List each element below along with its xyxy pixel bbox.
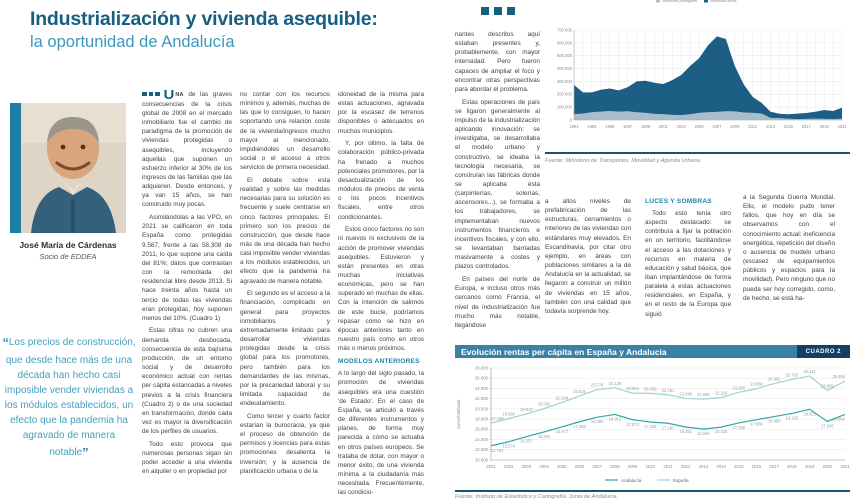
svg-text:18.906: 18.906 [832,416,845,422]
svg-text:2015: 2015 [783,124,793,129]
svg-text:2019: 2019 [819,124,829,129]
svg-text:2011: 2011 [748,124,758,129]
svg-text:200.000: 200.000 [556,91,572,97]
svg-text:2009: 2009 [730,124,740,129]
svg-text:700.000: 700.000 [556,27,572,33]
body-paragraph: Estas cifras no cubren una demanda desbocada, consecuencia de esta bajísima producción, de un entorno social y de desarrollo económico actual con rentas per cápita estancadas a niveles previos a la crisis financiera (Cuadro 2) o de una sociedad en transformación, donde cada vez es mayor la diversificación de los perfiles de usuarios. [142,327,232,436]
chart-legend [656,0,737,3]
svg-text:23.609: 23.609 [821,383,834,389]
svg-text:100.000: 100.000 [556,104,572,110]
svg-text:22.228: 22.228 [714,390,728,396]
text-column-2 [240,90,330,500]
text-column-5 [545,197,631,342]
svg-text:17.889: 17.889 [750,421,763,427]
section-marker-icon [455,7,540,15]
svg-text:16.000: 16.000 [474,426,488,432]
svg-text:2005: 2005 [557,464,567,469]
svg-text:18.382: 18.382 [590,419,604,425]
body-paragraph: A lo largo del siglo pasado, la promoción de viviendas asequibles era una cuestión 'de Estado'. En el caso de España, se articuló a través de diferentes instrumentos y planes, de forma muy parecida a cómo se actuaba en otros países europeos. Se trataba de dotar, con mayor o menor éxito, de una vivienda mínima a la ciudadanía más necesitada. Frecuentemente, las condicio- [338,370,424,497]
svg-text:2002: 2002 [503,464,514,469]
data-labels [491,369,846,453]
svg-text:22.046: 22.046 [679,391,692,397]
x-axis-labels [486,464,850,469]
svg-text:18.096: 18.096 [502,411,515,417]
body-paragraph: El debate sobre esta realidad y sobre las medidas necesarias para su solución es frecuente y suele centrarse en cinco factores principales. El primero son los precios de construcción, que desde hace más de una década han hecho casi imposible vender viviendas a los módulos establecidos, un efecto que la pandemia ha agravado de manera notable. [240,176,330,285]
chart2-divider [455,490,850,492]
body-paragraph: Estos cinco factores no son ni nuevos ni exclusivos de la acción de promover viviendas asequibles. Estuvieron y están presentes en otras muchas iniciativas económicas, pero se han superado en muchas de ellas. Con la intención de salirnos de este bucle, podríamos repasar cómo se hizo en épocas anteriores tanto en nuestro país como en otros más o menos próximos. [338,226,424,353]
body-paragraph: Estas operaciones de país se ligaron generalmente al impulso de la industrialización aplicando innovación: se investigaba, se desarrollaba el modelo urbano y constructivo, se ideaba la tecnología necesaria, se construían las fábricas donde se aplicaba ésta (carpinterías, solerías, ascensores...), se formaba a los trabajadores, se implementaban nuevos instrumentos financieros e incentivos fiscales, y con ello, se levantaban barriadas masivamente a costes y plazos controlados. [455,98,540,271]
svg-text:28.000: 28.000 [474,365,488,371]
svg-text:2005: 2005 [694,124,704,129]
svg-text:2004: 2004 [539,464,549,469]
svg-text:24.962: 24.962 [767,376,781,382]
svg-text:22.761: 22.761 [661,387,675,393]
y-axis-labels [557,27,573,122]
chart2-badge: CUADRO 2 [797,345,850,358]
page-title: Industrialización y vivienda asequible: [30,8,378,30]
text-column-4 [455,30,540,342]
svg-text:17.545: 17.545 [821,423,834,429]
section-heading: LUCES Y SOMBRAS [645,198,712,205]
svg-text:17.873: 17.873 [626,421,639,427]
svg-text:10.000: 10.000 [474,457,488,463]
svg-text:2006: 2006 [574,464,585,469]
svg-text:25.456: 25.456 [832,374,845,380]
body-paragraph: Todo esto tenía otro aspecto destacado: se contribuía a fijar la población en un territorio, facilitándose el acceso a las dotaciones y recursos en materia de educación y salud básica, que iban implantándose de forma paralela a estas actuaciones residenciales, en España, y en el resto de la Europa que siguió [645,209,731,318]
svg-text:26.441: 26.441 [803,368,816,374]
svg-text:16.461: 16.461 [679,428,692,434]
svg-text:23.960: 23.960 [750,381,763,387]
housing-chart-container [536,0,850,136]
svg-text:2017: 2017 [801,124,811,129]
svg-text:2018: 2018 [787,464,797,469]
svg-text:2011: 2011 [663,464,673,469]
svg-text:26.000: 26.000 [474,375,488,381]
close-quote-icon: ” [82,444,89,460]
pull-quote-text: Los precios de construcción, que desde hace más de una década han hecho casi imposible vender viviendas a los módulos establecidos, un efecto que la pandemia ha agravado de manera notable [4,337,136,458]
svg-text:2003: 2003 [521,464,532,469]
chart1-source: Fuente: Ministerio de Transportes, Movilidad y Agenda Urbana. [545,158,702,164]
section-heading: MODELOS ANTERIORES [338,358,420,366]
svg-text:12.000: 12.000 [474,447,488,453]
svg-text:2020: 2020 [822,464,833,469]
svg-text:2017: 2017 [769,464,779,469]
svg-text:22.525: 22.525 [573,388,586,394]
svg-text:España: España [673,478,689,483]
text-column-7 [743,193,835,342]
y-axis-title: euros/habitante [456,399,461,429]
svg-text:2008: 2008 [610,464,620,469]
svg-text:22.000: 22.000 [474,396,488,402]
body-paragraph: a altos niveles de prefabricación de las estructuras, cerramientos o interiores de las viviendas con estándares muy elevados. En Escandinavia, por citar otro ejemplo, en áreas con poblaciones similares a la de Andalucía en la actualidad, se llegaron a construir un millón de viviendas en 15 años, también con una calidad que todavía sorprende hoy. [545,198,631,315]
svg-text:2014: 2014 [716,464,726,469]
body-paragraph: nantes descritos aquí estaban presentes y, probablemente, con mayor intensidad. Pero fueron capaces de ampliar el foco y encontrar otras perspectivas para abordar el problema. [455,31,540,93]
svg-text:Viviendas libres: Viviendas libres [710,0,737,3]
svg-text:2010: 2010 [645,464,656,469]
svg-text:2007: 2007 [592,464,602,469]
svg-text:2009: 2009 [627,464,638,469]
svg-text:Andalucía: Andalucía [621,478,642,483]
svg-text:20.000: 20.000 [474,406,488,412]
svg-text:13.574: 13.574 [502,443,515,449]
svg-text:2001: 2001 [658,124,668,129]
svg-text:12.784: 12.784 [491,447,504,453]
svg-text:2021: 2021 [837,124,847,129]
housing-area-chart [536,0,850,136]
svg-text:23.062: 23.062 [626,386,639,392]
svg-text:21.906: 21.906 [697,392,710,398]
svg-text:19.013: 19.013 [520,406,533,412]
svg-text:23.038: 23.038 [644,386,657,392]
y-axis-labels [475,365,489,462]
svg-text:1995: 1995 [605,124,615,129]
text-column-3 [338,90,424,500]
svg-text:2013: 2013 [698,464,709,469]
svg-text:19.105: 19.105 [785,415,799,421]
svg-text:25.763: 25.763 [785,372,799,378]
text-column-1 [142,90,232,500]
svg-text:16.040: 16.040 [697,431,710,437]
svg-text:23.250: 23.250 [732,385,746,391]
body-paragraph: a la Segunda Guerra Mundial. Ello, el modelo pudo tener fallos, que hoy en día se observamos con el conocimiento actual: ineficiencia energética, repetición del diseño o ausencia de modelo urbano (escasez de equipamientos públicos y espacios para la movilidad). Pero ninguno que no pueda ser hoy corregido, como, de hecho, se está ha- [743,194,835,302]
svg-text:2019: 2019 [804,464,815,469]
chart2-header [455,345,850,358]
body-paragraph: Como tercer y cuarto factor estarían la burocracia, ya que el proceso de obtención de permisos y licencias para estas promociones desalienta la inversión; y la ausencia de planificación urbana o de la [240,412,330,475]
body-paragraph: Asimilándolas a las VPO, en 2021 se calificaron en toda España como protegidas 9.567, frente a las 58.308 de 2011, lo que supone una caída del 81%; datos que contrastan con la remontada del residencial libre desde 2013. Si hace treinta años hasta un tercio de todas las viviendas eran protegidas, hoy suponen menos del 10%. (Cuadro 1) [142,214,232,322]
svg-text:17.434: 17.434 [644,424,657,430]
svg-text:Viviendas protegidas: Viviendas protegidas [662,0,698,3]
chart-legend [605,478,689,483]
chart-series [574,36,842,120]
svg-text:600.000: 600.000 [556,40,572,46]
svg-text:2007: 2007 [712,124,722,129]
lead-marker-icon [142,91,162,98]
svg-text:300.000: 300.000 [556,78,572,84]
svg-text:16.436: 16.436 [714,429,728,435]
body-paragraph: Y, por último, la falta de colaboración público-privada ha frenado a muchos potenciales promotores, por la desactualización de los módulos de precios de venta o los pocos incentivos fiscales, entre otros condicionantes. [338,140,424,221]
body-paragraph: idoneidad de la misma para estas actuaciones, agravada por la escasez de terrenos disponibles o adecuados en muchos municipios. [338,91,424,135]
svg-text:2013: 2013 [765,124,776,129]
svg-text:18.913: 18.913 [608,416,622,422]
svg-text:2021: 2021 [840,464,850,469]
author-role: Socio de EDDEA [39,252,97,261]
x-axis-labels [569,124,847,129]
body-paragraph: El segundo es el acceso a la financiación, complicado en general para proyectos inmobiliarios y extremadamente limitado para desarrollar viviendas protegidas desde la crisis global para los promotores, pero también para los demandantes de las mismas, por la precariedad laboral y su limitada capacidad de endeudamiento. [240,290,330,408]
svg-text:17.249: 17.249 [732,424,746,430]
chart2-source: Fuente: Instituto de Estadística y Cartografía. Junta de Andalucía. [455,494,619,500]
svg-text:2012: 2012 [680,464,691,469]
svg-text:18.494: 18.494 [767,418,781,424]
svg-text:24.129: 24.129 [608,380,622,386]
photo-accent-band [10,103,21,233]
page-subtitle: la oportunidad de Andalucía [30,33,235,51]
text-column-6 [645,193,731,342]
income-chart-container [455,358,850,490]
income-line-chart [455,358,850,490]
svg-text:400.000: 400.000 [556,65,572,71]
svg-text:2015: 2015 [734,464,744,469]
svg-text:17.483: 17.483 [573,423,586,429]
svg-text:24.000: 24.000 [474,385,488,391]
svg-text:1999: 1999 [640,124,651,129]
svg-text:2001: 2001 [486,464,496,469]
chart2-title: Evolución rentas per cápita en España y Andalucía [461,346,667,357]
pull-quote [2,333,136,462]
body-paragraph: En países del norte de Europa, e incluso otros más cercanos como Francia, el nivel de industrialización fue mucho más notable, llegándose [455,276,540,329]
svg-text:2016: 2016 [751,464,762,469]
svg-text:17.187: 17.187 [661,425,675,431]
svg-text:17.198: 17.198 [491,416,504,422]
drop-cap: U [163,90,175,103]
body-paragraph: UNA de las graves consecuencias de la crisis global de 2008 en el mercado inmobiliario fue el cambio de paradigma de la promoción de viviendas protegidas o asequibles, incluyendo aquellas que suponen un esfuerzo inferior al 30% de los ingresos de las familias que las adquieren. Desde entonces, y ya van 15 años, se han construido muy pocas. [142,90,232,210]
svg-text:14.557: 14.557 [520,438,533,444]
svg-text:1993: 1993 [587,124,597,129]
svg-text:18.000: 18.000 [474,416,488,422]
author-name: José María de Cárdenas [19,240,117,250]
svg-text:1991: 1991 [569,124,579,129]
svg-text:15.491: 15.491 [537,433,551,439]
svg-text:0: 0 [569,117,572,123]
svg-text:14.000: 14.000 [474,436,488,442]
svg-text:21.239: 21.239 [555,395,569,401]
author-portrait-image [21,103,126,233]
svg-text:23.776: 23.776 [590,382,604,388]
body-paragraph: no contar con los recursos mínimos y, además, muchas de las que lo consiguen, lo hacen soportando una relación coste de la vivienda/ingresos mucho mayor al mencionado, impidiéndoles un desarrollo social o el acceso a otros servicios de primera necesidad. [240,91,330,172]
svg-text:500.000: 500.000 [556,53,572,59]
open-quote-icon: “ [2,335,9,350]
svg-text:2003: 2003 [676,124,686,129]
author-photo [10,103,126,233]
svg-text:1997: 1997 [623,124,633,129]
svg-text:19.923: 19.923 [803,411,816,417]
svg-text:16.477: 16.477 [555,428,569,434]
svg-text:20.065: 20.065 [537,401,551,407]
chart1-divider [545,152,850,154]
body-paragraph: Todo esto provoca que numerosas personas sigan sin poder acceder a una vivienda en alquiler o en propiedad por [142,440,232,476]
